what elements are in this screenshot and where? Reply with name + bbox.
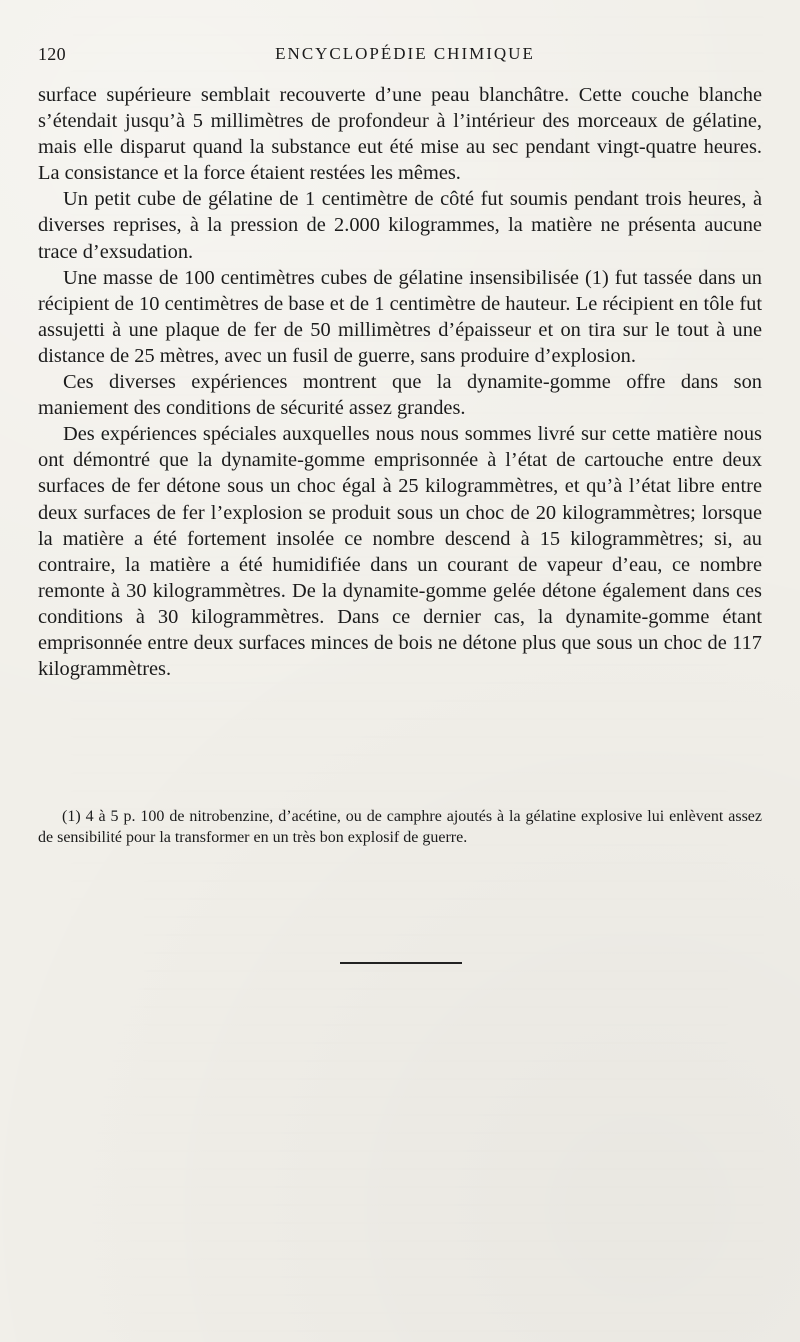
paragraph-5: Des expériences spéciales auxquelles nous nous sommes livré sur cette matière nous ont démontré que la dynamite-gomme emprisonnée à l’état de cartouche entre deux surfaces de fer détone sous un choc égal à 25 kilogrammètres, et qu’à l’état libre entre deux surfaces de fer l’explosion se produit sous un choc de 20 kilogrammètres; lorsque la matière a été fortement insolée ce nombre descend à 15 kilogrammètres; si, au contraire, la matière a été humidifiée dans un courant de vapeur d’eau, ce nombre remonte à 30 kilogrammètres. De la dynamite-gomme gelée détone également dans ces conditions à 30 kilogrammètres. Dans ce dernier cas, la dynamite-gomme étant emprisonnée entre deux surfaces minces de bois ne détone plus que sous un choc de 117 kilogrammètres. [38, 423, 762, 681]
section-divider [340, 962, 462, 964]
main-text [38, 82, 762, 682]
paragraph-4: Ces diverses expériences montrent que la dynamite-gomme offre dans son maniement des conditions de sécurité assez grandes. [38, 371, 762, 420]
running-title: ENCYCLOPÉDIE CHIMIQUE [275, 44, 535, 63]
paragraph-3: Une masse de 100 centimètres cubes de gélatine insensibilisée (1) fut tassée dans un récipient de 10 centimètres de base et de 1 centimètre de hauteur. Le récipient en tôle fut assujetti à une plaque de fer de 50 millimètres d’épaisseur et on tira sur le tout à une distance de 25 mètres, avec un fusil de guerre, sans produire d’explosion. [38, 266, 762, 367]
page-number: 120 [38, 44, 66, 64]
footnote: (1) 4 à 5 p. 100 de nitrobenzine, d’acétine, ou de camphre ajoutés à la gélatine explosive lui enlèvent assez de sensibilité pour la transformer en un très bon explosif de guerre. [38, 808, 762, 846]
paragraph-1: surface supérieure semblait recouverte d’une peau blanchâtre. Cette couche blanche s’étendait jusqu’à 5 millimètres de profondeur à l’intérieur des morceaux de gélatine, mais elle disparut quand la substance eut été mise au sec pendant vingt-quatre heures. La consistance et la force étaient restées les mêmes. [38, 84, 762, 185]
paragraph-2: Un petit cube de gélatine de 1 centimètre de côté fut soumis pendant trois heures, à diverses reprises, à la pression de 2.000 kilogrammes, la matière ne présenta aucune trace d’exsudation. [38, 188, 762, 263]
page-header [38, 44, 772, 68]
